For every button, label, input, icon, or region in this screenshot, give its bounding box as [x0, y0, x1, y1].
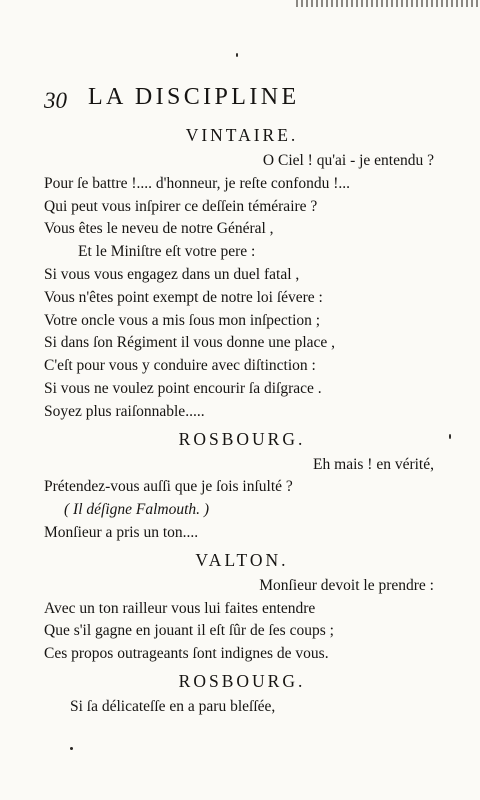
- verse-line: Vous n'êtes point exempt de notre loi ſévere :: [44, 288, 323, 306]
- verse-line: Si vous ne voulez point encourir ſa diſgrace .: [44, 379, 322, 397]
- play-text: [44, 120, 440, 719]
- page-header: [40, 84, 440, 114]
- verse-line: Si dans ſon Régiment il vous donne une place ,: [44, 334, 336, 352]
- verse-line: Eh mais ! en vérité,: [313, 455, 434, 473]
- running-title: LA DISCIPLINE: [88, 84, 300, 110]
- verse-line: Que s'il gagne en jouant il eſt ſûr de ſes coups ;: [44, 622, 334, 640]
- verse-line: Et le Miniſtre eſt votre pere :: [78, 243, 256, 261]
- verse-line: Soyez plus raiſonnable.....: [44, 402, 205, 420]
- page-number: 30: [44, 88, 67, 113]
- speaker-name: ROSBOURG.: [178, 428, 306, 449]
- speaker-name: VINTAIRE.: [185, 125, 299, 145]
- verse-line: Pour ſe battre !.... d'honneur, je reſte confondu !...: [44, 174, 351, 192]
- verse-line: Monſieur a pris un ton....: [44, 523, 199, 541]
- verse-line: Ces propos outrageants ſont indignes de vous.: [44, 645, 329, 663]
- verse-line: Prétendez-vous auſſi que je ſois inſulté ?: [44, 478, 293, 496]
- verse-line: Qui peut vous inſpirer ce deſſein téméraire ?: [44, 197, 318, 215]
- verse-line: Votre oncle vous a mis ſous mon inſpection ;: [44, 311, 321, 329]
- verse-line: Vous êtes le neveu de notre Général ,: [44, 220, 274, 238]
- speaker-name: ROSBOURG.: [178, 670, 306, 691]
- verse-line: Monſieur devoit le prendre :: [259, 576, 434, 594]
- stage-direction: ( Il déſigne Falmouth. ): [64, 501, 210, 519]
- verse-line: O Ciel ! qu'ai - je entendu ?: [262, 152, 434, 169]
- speaker-name: VALTON.: [195, 549, 289, 570]
- verse-line: Avec un ton railleur vous lui faites entendre: [44, 599, 316, 617]
- verse-line: Si ſa délicateſſe en a paru bleſſée,: [70, 697, 276, 715]
- verse-line: C'eſt pour vous y conduire avec diſtinction :: [44, 357, 316, 375]
- page-top-edge-marks: [296, 0, 480, 7]
- verse-line: Si vous vous engagez dans un duel fatal ,: [44, 265, 300, 283]
